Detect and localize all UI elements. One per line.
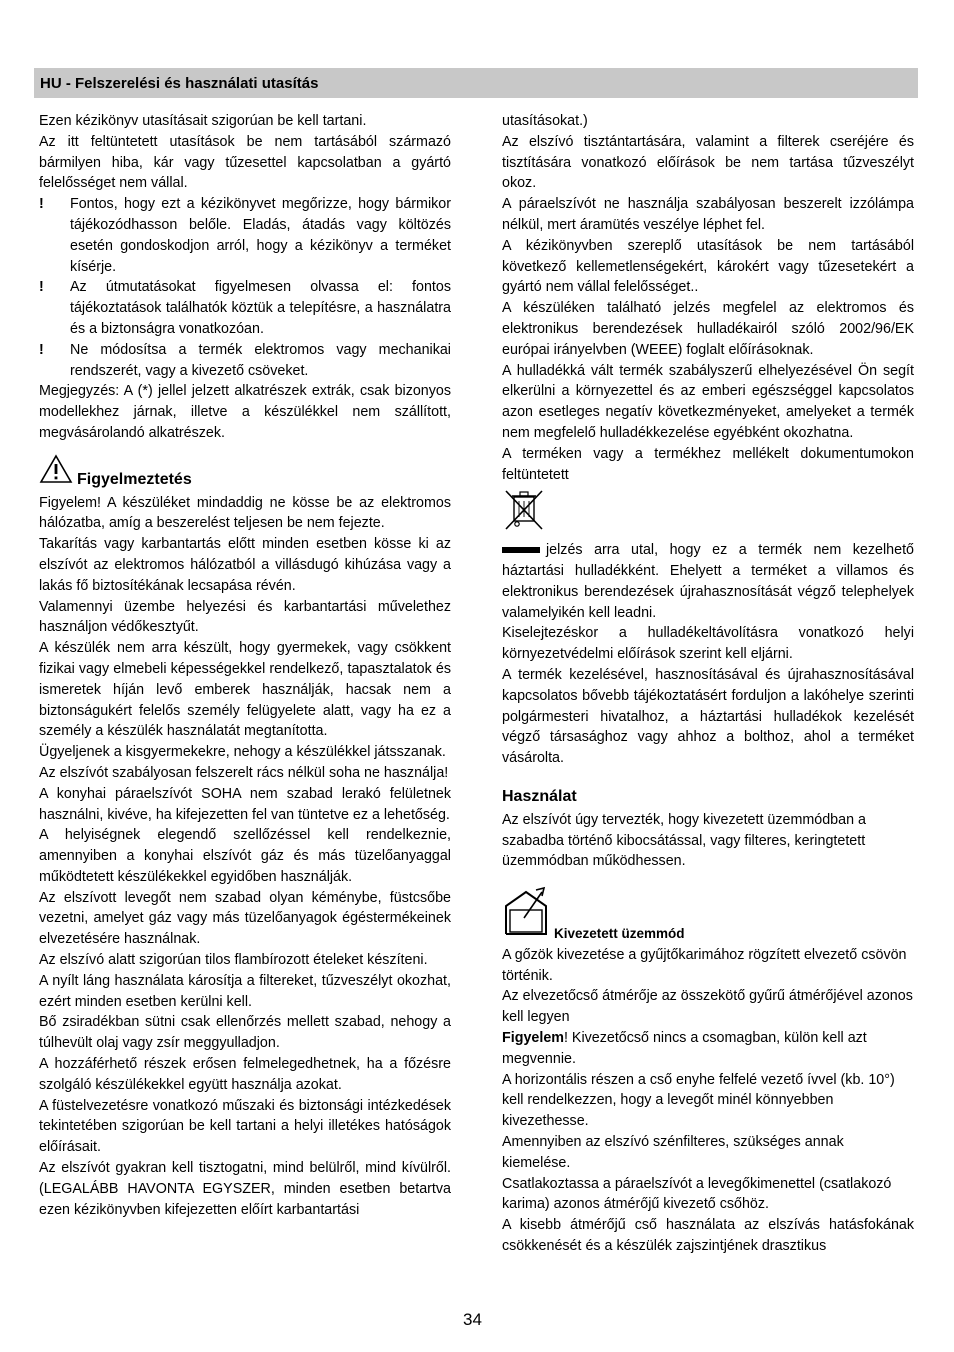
bullet-mark: ! <box>39 341 44 358</box>
bullet-mark: ! <box>39 196 44 213</box>
usage-paragraph: Az elszívót úgy tervezték, hogy kivezetett üzemmódban a szabadba történő kibocsátással, vagy filteres, keringtetett üzemmódban működhessen. <box>502 811 866 870</box>
bullet-mark: ! <box>39 279 44 296</box>
warning-paragraph: Takarítás vagy karbantartás előtt minden esetben kösse ki az elszívót az elektromos hálózatból a villásdugó kihúzása vagy a lakás fő biztosítékának lecsapása révén. <box>39 536 451 594</box>
warning-paragraph: A nyílt láng használata károsítja a filtereket, tűzveszélyt okozhat, ezért minden esetben kerülni kell. <box>39 972 451 1010</box>
body-paragraph: A készüléken található jelzés megfelel az elektromos és elektronikus berendezések hulladékairól szóló 2002/96/EK európai irányelvben (WEEE) foglalt előírásoknak. <box>502 300 914 358</box>
house-duct-icon <box>502 886 550 945</box>
warning-paragraph: A készülék nem arra készült, hogy gyermekek, vagy csökkent fizikai vagy elmebeli képességekkel rendelkező, tapasztalatok és ismeretek híján levő emberek használják, hacsak nem a biztonságukért felelős személy felügyelete alatt, vagy ha ez a személy a készülék használatát megtanította. <box>39 640 451 740</box>
weee-text: jelzés arra utal, hogy ez a termék nem kezelhető háztartási hulladékként. Ehelyett a terméket a villamos és elektronikus berendezések újrahasznosítását végző telephelyek valamelyikén kell leadni. <box>502 542 914 621</box>
body-paragraph: A termék kezelésével, hasznosításával és újrahasznosításával kapcsolatos bővebb tájékoztatásért forduljon a lakóhelye szerinti polgármesteri hivatalhoz, a háztartási hulladékok kezelését végző társasághoz vagy ahhoz a bolthoz, ahol a terméket vásárolta. <box>502 666 914 767</box>
left-column <box>39 111 451 1220</box>
warning-triangle-icon <box>39 454 73 491</box>
kivezetett-heading-label: Kivezetett üzemmód <box>554 926 685 942</box>
warning-paragraph: Az elszívott levegőt nem szabad olyan kéménybe, füstcsőbe vezetni, amelyet gáz vagy más tüzelőanyagok égéstermékeinek elvezetésére használnak. <box>39 889 451 948</box>
warning-paragraph: Az elszívó alatt szigorúan tilos flambírozott ételeket készíteni. <box>39 952 428 969</box>
body-paragraph: A hulladékká vált termék szabályszerű elhelyezésével Ön segít elkerülni a környezettel és az emberi egészséggel kapcsolatos azon esetleges negatív következményeket, amelyeket a termék nem megfelelő hulladékkezelése egyébként okozhatna. <box>502 362 914 441</box>
figyelem-rest: ! Kivezetőcső nincs a csomagban, külön kell azt megvennie. <box>502 1030 867 1067</box>
warning-paragraph: A konyhai páraelszívót SOHA nem szabad lerakó felületnek használni, kivéve, ha kifejezetten fel van tüntetve ez a lehetőség. <box>39 785 451 823</box>
body-paragraph: Kiselejtezéskor a hulladékeltávolításra vonatkozó helyi környezetvédelmi előírások szerint kell eljárni. <box>502 625 914 663</box>
body-paragraph: Az elszívó tisztántartására, valamint a filterek cseréjére és tisztítására vonatkozó előírások be nem tartása tűzveszélyt okoz. <box>502 133 914 192</box>
kiv-paragraph: A horizontális részen a cső enyhe felfelé vezető ívvel (kb. 10°) kell rendelkezzen, hogy a levegőt minél könnyebben kivezethesse. <box>502 1071 895 1130</box>
warning-paragraph: Bő zsiradékban sütni csak ellenőrzés mellett szabad, nehogy a túlhevült olaj vagy zsír meggyulladjon. <box>39 1014 451 1052</box>
kiv-paragraph: Csatlakoztassa a páraelszívót a levegőkimenettel (csatlakozó karima) azonos átmérőjű kivezető csőhöz. <box>502 1175 892 1213</box>
page-number: 34 <box>463 1310 482 1329</box>
figyelem-bold: Figyelem <box>502 1030 564 1047</box>
bullet-item <box>39 277 451 339</box>
warning-heading <box>39 454 451 491</box>
warning-paragraph: Az elszívót gyakran kell tisztogatni, mind belülről, mind kívülről. (LEGALÁBB HAVONTA EGYSZER, minden esetben betartva ezen kézikönyvben kifejezetten előírt karbantartási <box>39 1160 451 1218</box>
warning-paragraph: Valamennyi üzembe helyezési és karbantartási művelethez használjon védőkesztyűt. <box>39 598 451 636</box>
warning-paragraph: Az elszívót szabályosan felszerelt rács nélkül soha ne használja! <box>39 764 449 781</box>
crossed-bin-icon <box>502 521 546 537</box>
bullet-text: Fontos, hogy ezt a kézikönyvet megőrizze, hogy bármikor tájékozódhasson belőle. Eladás, átadás vagy költözés esetén gondoskodjon arról, hogy a kézikönyv a terméket kísérje. <box>70 196 451 275</box>
kiv-paragraph: Amennyiben az elszívó szénfilteres, szükséges annak kiemelése. <box>502 1134 844 1171</box>
bullet-item <box>39 340 451 382</box>
warning-paragraph: Figyelem! A készüléket mindaddig ne kösse be az elektromos hálózatba, amíg a beszerelést teljesen be nem fejezte. <box>39 494 451 532</box>
body-paragraph: utasításokat.) <box>502 113 588 129</box>
warning-paragraph: A hozzáférhető részek erősen felmelegedhetnek, ha a főzésre szolgáló készülékekkel együtt használja azokat. <box>39 1056 451 1093</box>
weee-paragraph <box>502 540 914 623</box>
intro-paragraph: Az itt feltüntetett utasítások be nem tartásából származó bármilyen hiba, kár vagy tűzesettel kapcsolatban a gyártó felelősséget nem vállal. <box>39 133 451 192</box>
warning-heading-label: Figyelmeztetés <box>77 470 192 488</box>
body-paragraph: A páraelszívót ne használja szabályosan beszerelt izzólámpa nélkül, mert áramütés veszélye léphet fel. <box>502 196 914 233</box>
bullet-text: Az útmutatásokat figyelmesen olvassa el: fontos tájékoztatások találhatók köztük a telepítésre, a használatra és a biztonságra vonatkozóan. <box>70 279 451 337</box>
kiv-paragraph: A kisebb átmérőjű cső használata az elszívás hatásfokának csökkenését és a készülék zajszintjének drasztikus <box>502 1217 914 1255</box>
bullet-text: Ne módosítsa a termék elektromos vagy mechanikai rendszerét, vagy a kivezető csöveket. <box>70 341 451 379</box>
kivezetett-heading <box>502 886 914 945</box>
warning-paragraph: A füstelvezetésre vonatkozó műszaki és biztonsági intézkedések tekintetében szigorúan be kell tartani a helyi illetékes hatóságok előírásait. <box>39 1097 451 1156</box>
figyelem-paragraph <box>502 1028 914 1070</box>
weee-symbol <box>502 487 914 540</box>
note-paragraph: Megjegyzés: A (*) jellel jelzett alkatrészek extrák, csak bizonyos modellekhez járnak, illetve a készülékkel nem szállított, megvásárolandó alkatrészek. <box>39 383 451 441</box>
bullet-item <box>39 194 451 277</box>
kiv-paragraph: Az elvezetőcső átmérője az összekötő gyűrű átmérőjével azonos kell legyen <box>502 988 913 1026</box>
intro-paragraph: Ezen kézikönyv utasításait szigorúan be kell tartani. <box>39 113 367 129</box>
body-paragraph: A kézikönyvben szereplő utasítások be nem tartásából következő kellemetlenségekért, károkért vagy tűzesetekért a gyártó nem vállal felelősséget.. <box>502 237 914 296</box>
kiv-paragraph: A gőzök kivezetése a gyűjtőkarimához rögzített elvezető csövön történik. <box>502 946 907 984</box>
section-title: HU - Felszerelési és használati utasítás <box>40 75 319 92</box>
usage-heading: Használat <box>502 787 577 805</box>
right-column <box>502 111 914 1257</box>
warning-paragraph: A helyiségnek elegendő szellőzéssel kell rendelkeznie, amennyiben a konyhai elszívót gáz és más tüzelőanyaggal működtetett készülékekkel egyidőben használják. <box>39 827 451 885</box>
warning-paragraph: Ügyeljenek a kisgyermekekre, nehogy a készülékkel játsszanak. <box>39 744 446 761</box>
section-header-bar <box>34 68 918 98</box>
body-paragraph: A terméken vagy a termékhez mellékelt dokumentumokon feltüntetett <box>502 445 914 483</box>
weee-black-bar <box>502 547 540 553</box>
